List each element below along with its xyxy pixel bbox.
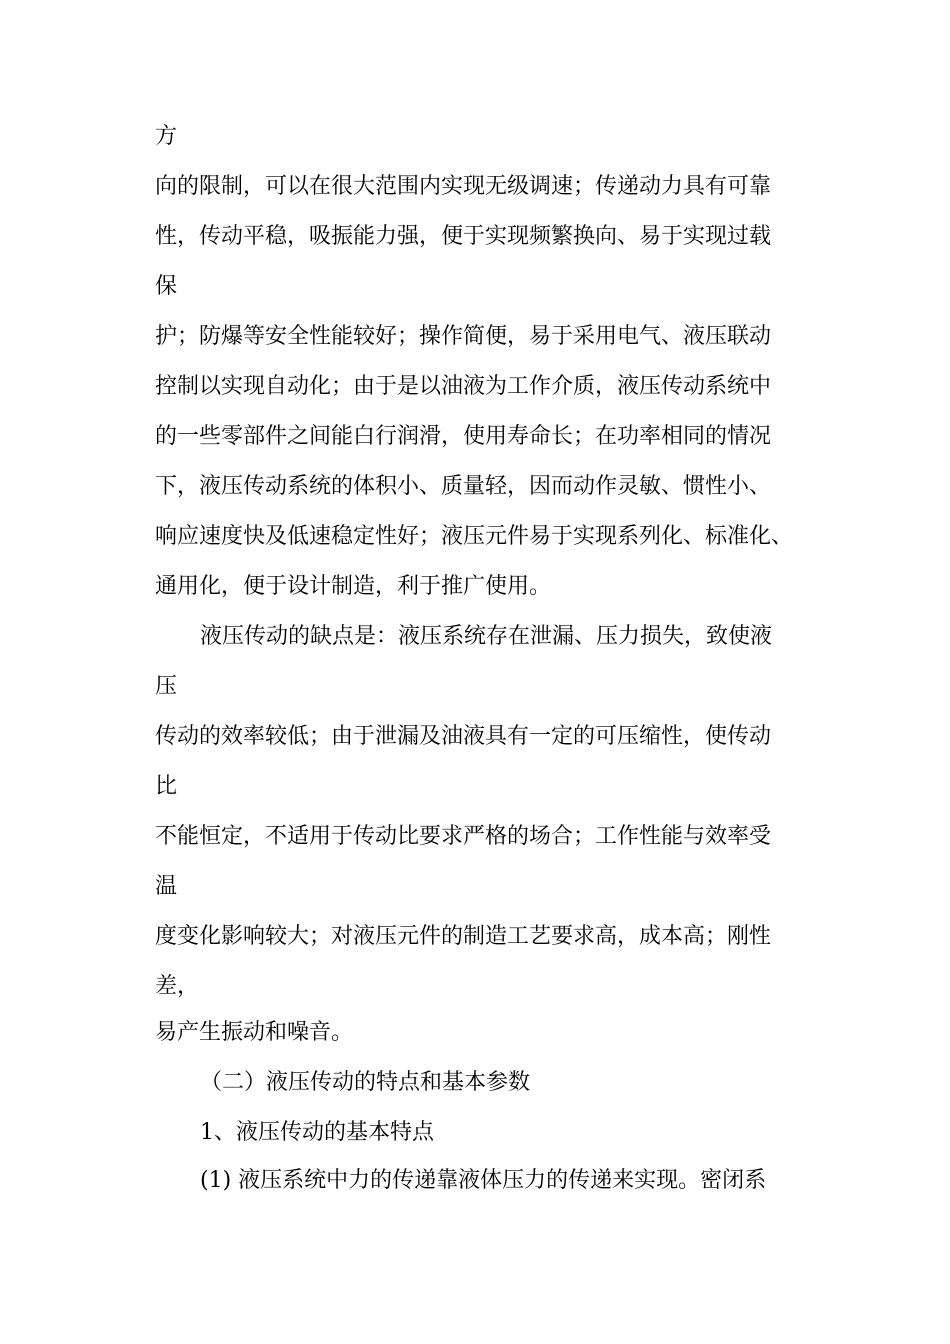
text-line-22: (1) 液压系统中力的传递靠液体压力的传递来实现。密闭系 xyxy=(200,1168,767,1193)
text-line-14: 比 xyxy=(155,774,178,799)
text-line-4: 保 xyxy=(155,274,178,299)
text-line-7: 的一些零部件之间能白行润滑，使用寿命长；在功率相同的情况 xyxy=(155,424,772,449)
text-line-12: 压 xyxy=(155,674,178,699)
text-line-19: 易产生振动和噪音。 xyxy=(155,1020,354,1045)
subsection-heading: 1、液压传动的基本特点 xyxy=(200,1120,434,1145)
text-line-8: 下，液压传动系统的体积小、质量轻，因而动作灵敏、惯性小、 xyxy=(155,474,772,499)
text-line-2: 向的限制，可以在很大范围内实现无级调速；传递动力具有可靠 xyxy=(155,174,772,199)
text-line-11: 液压传动的缺点是：液压系统存在泄漏、压力损失，致使液 xyxy=(200,624,773,649)
text-line-16: 温 xyxy=(155,874,178,899)
text-line-5: 护；防爆等安全性能较好；操作简便，易于采用电气、液压联动 xyxy=(155,324,772,349)
text-line-13: 传动的效率较低；由于泄漏及油液具有一定的可压缩性，使传动 xyxy=(155,724,772,749)
text-line-9: 响应速度快及低速稳定性好；液压元件易于实现系列化、标准化、 xyxy=(155,524,794,549)
section-heading: （二）液压传动的特点和基本参数 xyxy=(200,1070,531,1095)
text-line-18: 差， xyxy=(155,974,200,999)
text-line-3: 性，传动平稳，吸振能力强，便于实现频繁换向、易于实现过载 xyxy=(155,224,772,249)
text-line-6: 控制以实现自动化；由于是以油液为工作介质，液压传动系统中 xyxy=(155,374,772,399)
text-line-15: 不能恒定，不适用于传动比要求严格的场合；工作性能与效率受 xyxy=(155,824,772,849)
text-line-17: 度变化影响较大；对液压元件的制造工艺要求高，成本高；刚性 xyxy=(155,924,772,949)
text-line-10: 通用化，便于设计制造，利于推广使用。 xyxy=(155,574,552,599)
text-line-1: 方 xyxy=(155,124,178,149)
